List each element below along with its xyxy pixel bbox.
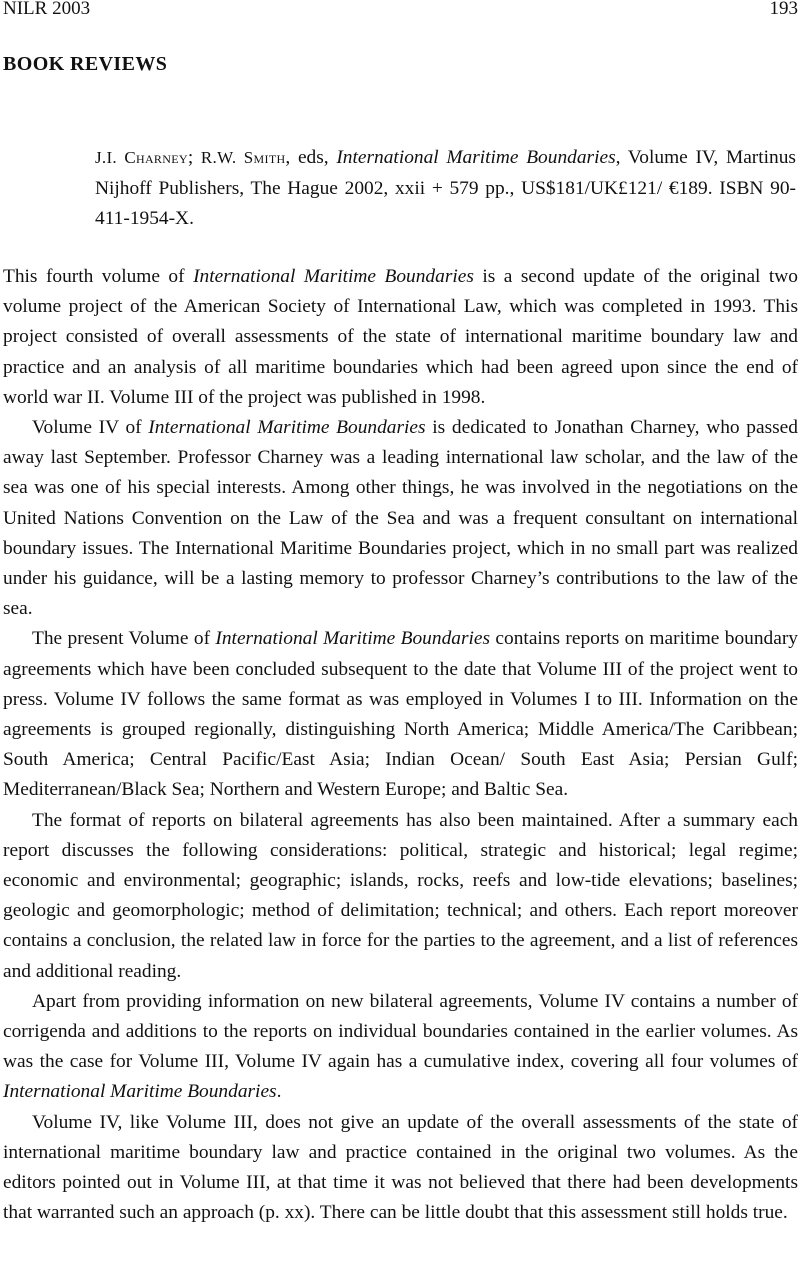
paragraph-text: is dedicated to Jonathan Charney, who passed away last September. Professor Charney was a leading international law scholar, and the law of the sea was one of his special interests. Among other things, he was involved in the negotiations on the United Nations Convention on the Law of the Sea and was a frequent consultant on international boundary issues. The International Maritime Boundaries project, which in no small part was realized under his guidance, will be a lasting memory to professor Charney’s contributions to the law of the sea. [3,417,798,620]
paragraph-2 [3,413,798,624]
paragraph-text: This fourth volume of [3,266,194,287]
paragraph-text: The format of reports on bilateral agreements has also been maintained. After a summary each report discusses the following considerations: political, strategic and historical; legal regime; economic and environmental; geographic; islands, rocks, reefs and low-tide elevations; baselines; geologic and geomorphologic; method of delimitation; technical; and others. Each report moreover contains a conclusion, the related law in force for the parties to the agreement, and a list of references and additional reading. [3,809,798,982]
citation-separator: ; [187,147,201,168]
paragraph-text: is a second update of the original two volume project of the American Society of International Law, which was completed in 1993. This project consisted of overall assessments of the state of international maritime boundary law and practice and an analysis of all maritime boundaries which had been agreed upon since the end of world war II. Volume III of the project was published in 1998. [3,266,798,408]
journal-name: NILR 2003 [3,0,91,19]
citation-author-1: J.I. Charney [95,148,188,167]
book-citation [95,143,796,235]
paragraph-text: The present Volume of [32,628,216,650]
paragraph-3 [3,624,798,805]
page-number: 193 [769,0,798,19]
paragraph-text: Volume IV, like Volume III, does not give an update of the overall assessments of the state of international maritime boundary law and practice contained in the original two volumes. As the editors pointed out in Volume III, at that time it was not believed that there had been developments that warranted such an approach (p. xx). There can be little doubt that this assessment still holds true. [3,1111,798,1224]
paragraph-text: Volume IV of [32,417,149,439]
paragraph-4 [3,806,798,987]
citation-eds: , eds, [285,147,337,168]
citation-book-title: International Maritime Boundaries [336,147,616,168]
paragraph-text: . [276,1081,282,1103]
italic-book-title: International Maritime Boundaries [193,266,474,287]
italic-book-title: International Maritime Boundaries [215,628,491,650]
citation-author-2: R.W. Smith [200,148,286,167]
italic-book-title: International Maritime Boundaries [3,1081,277,1103]
paragraph-5 [3,987,798,1108]
paragraph-6 [3,1108,798,1229]
section-title: BOOK REVIEWS [3,53,168,75]
italic-book-title: International Maritime Boundaries [148,417,426,439]
paragraph-1 [3,262,798,413]
review-body [3,262,798,1229]
citation-details: , Volume IV, Martinus Nijhoff Publishers, The Hague 2002, xxii + 579 pp., US$181/UK£121/ €189. ISBN 90-411-1954-X. [95,147,796,229]
running-head [3,0,798,21]
paragraph-text: Apart from providing information on new bilateral agreements, Volume IV contains a number of corrigenda and additions to the reports on individual boundaries contained in the earlier volumes. As was the case for Volume III, Volume IV again has a cumulative index, covering all four volumes of [3,990,798,1073]
paragraph-text: contains reports on maritime boundary agreements which have been concluded subsequent to the date that Volume III of the project went to press. Volume IV follows the same format as was employed in Volumes I to III. Information on the agreements is grouped regionally, distinguishing North America; Middle America/The Caribbean; South America; Central Pacific/East Asia; Indian Ocean/ South East Asia; Persian Gulf; Mediterranean/Black Sea; Northern and Western Europe; and Baltic Sea. [3,628,799,801]
